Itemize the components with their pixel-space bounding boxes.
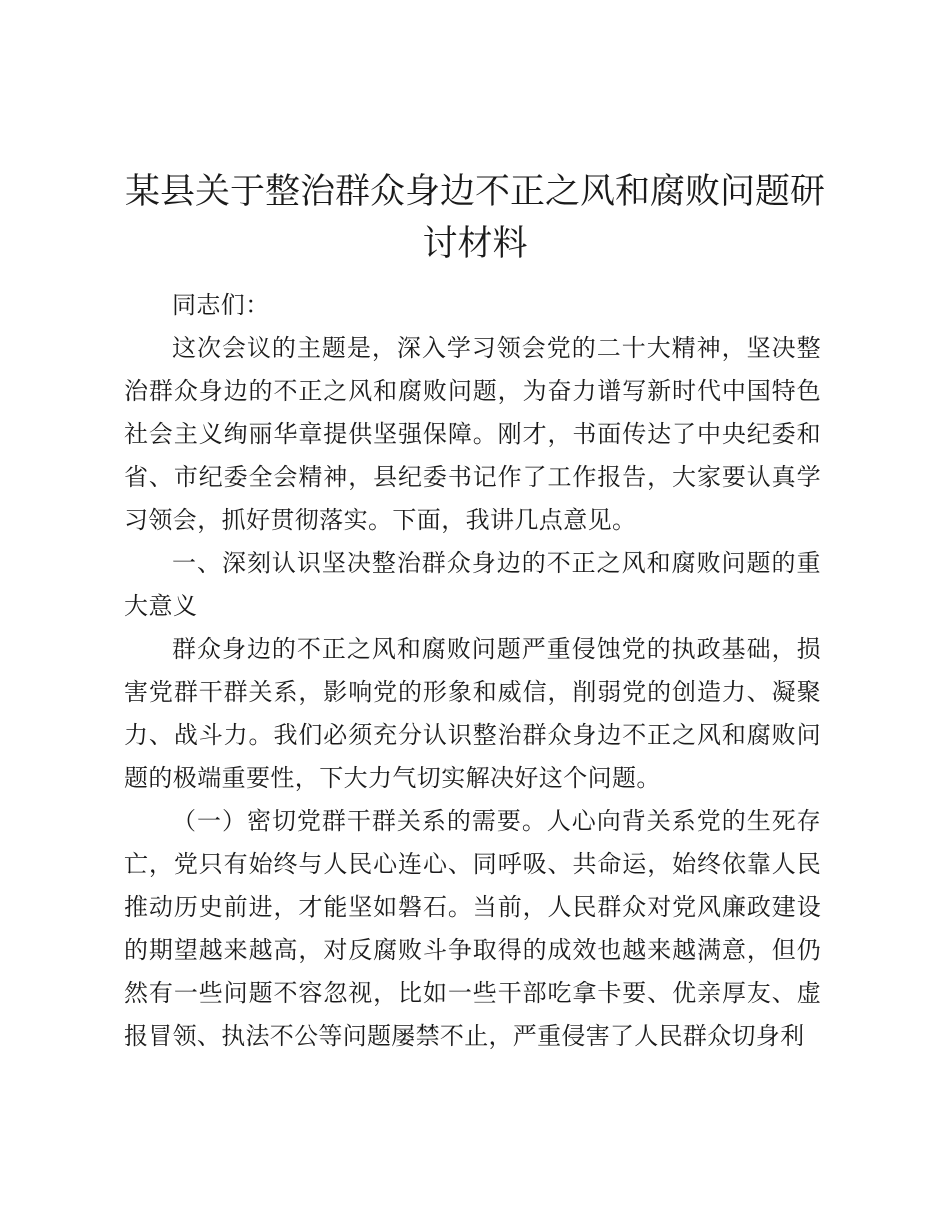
section-heading: 一、深刻认识坚决整治群众身边的不正之风和腐败问题的重大意义 [124, 549, 821, 620]
salutation: 同志们： [172, 291, 270, 319]
document-body [124, 284, 821, 1058]
intro-paragraph: 这次会议的主题是，深入学习领会党的二十大精神，坚决整治群众身边的不正之风和腐败问题，为奋力谱写新时代中国特色社会主义绚丽华章提供坚强保障。刚才，书面传达了中央纪委和省、市纪委全会精神，县纪委书记作了工作报告，大家要认真学习领会，抓好贯彻落实。下面，我讲几点意见。 [124, 334, 821, 534]
subsection-paragraph: （一）密切党群干群关系的需要。人心向背关系党的生死存亡，党只有始终与人民心连心、同呼吸、共命运，始终依靠人民推动历史前进，才能坚如磐石。当前，人民群众对党风廉政建设的期望越来越高，对反腐败斗争取得的成效也越来越满意，但仍然有一些问题不容忽视，比如一些干部吃拿卡要、优亲厚友、虚报冒领、执法不公等问题屡禁不止，严重侵害了人民群众切身利 [124, 807, 821, 1050]
section-paragraph: 群众身边的不正之风和腐败问题严重侵蚀党的执政基础，损害党群干群关系，影响党的形象和威信，削弱党的创造力、凝聚力、战斗力。我们必须充分认识整治群众身边不正之风和腐败问题的极端重要性，下大力气切实解决好这个问题。 [124, 635, 821, 792]
document-title: 某县关于整治群众身边不正之风和腐败问题研讨材料 [124, 172, 825, 264]
